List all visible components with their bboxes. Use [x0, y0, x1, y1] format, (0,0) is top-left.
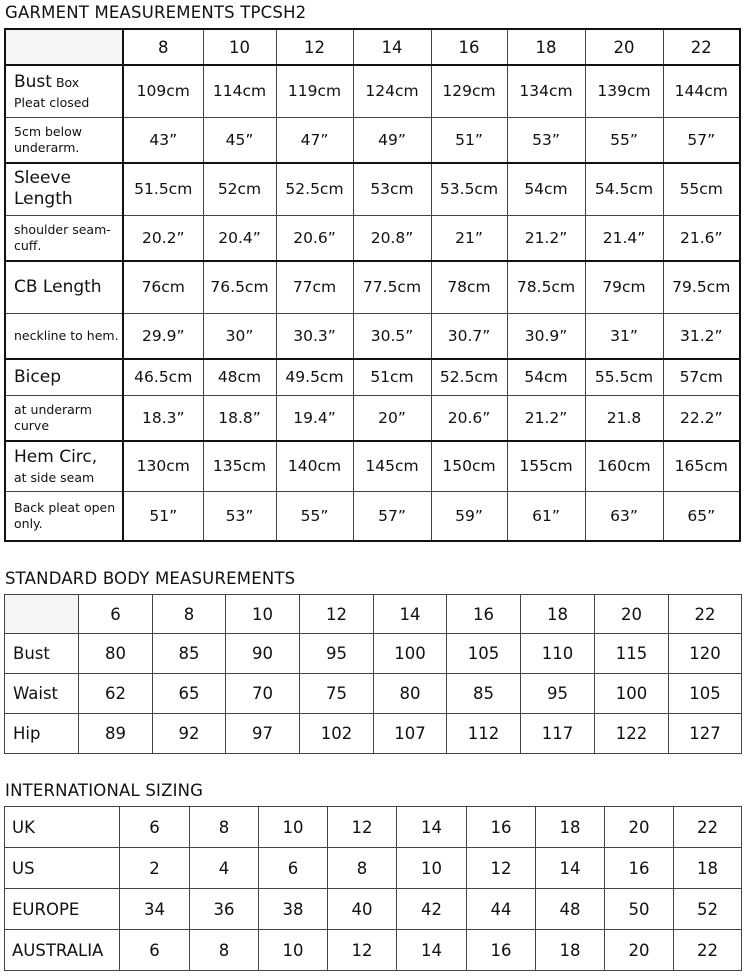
intl-value-cell: 14 [397, 930, 467, 971]
intl-value-cell: 40 [328, 889, 397, 930]
garment-imperial-cell: 57” [353, 491, 431, 541]
garment-value-cell: 140cm [276, 441, 353, 491]
international-sizing-title: INTERNATIONAL SIZING [5, 781, 204, 800]
garment-value-cell: 48cm [203, 359, 276, 395]
body-value-cell: 85 [153, 634, 226, 674]
body-corner-cell [5, 595, 79, 634]
intl-value-cell: 50 [605, 889, 674, 930]
garment-imperial-cell: 30.9” [507, 313, 585, 359]
intl-value-cell: 12 [467, 848, 536, 889]
garment-measurements-table [4, 28, 741, 542]
body-row-label: Hip [5, 714, 79, 754]
garment-row-label-main: Hem Circ, [14, 446, 98, 467]
garment-imperial-cell: 59” [431, 491, 507, 541]
intl-value-cell: 16 [467, 930, 536, 971]
garment-row-label-line2: at side seam [14, 469, 95, 485]
intl-value-cell: 42 [397, 889, 467, 930]
garment-value-cell: 78cm [431, 261, 507, 313]
garment-imperial-cell: 53” [203, 491, 276, 541]
body-row-label: Bust [5, 634, 79, 674]
garment-imperial-cell: 47” [276, 117, 353, 163]
garment-value-cell: 77.5cm [353, 261, 431, 313]
garment-row-label-main: CB Length [14, 276, 102, 297]
garment-imperial-row [5, 117, 740, 163]
intl-value-cell: 10 [397, 848, 467, 889]
garment-value-cell: 139cm [585, 65, 663, 117]
garment-value-cell: 114cm [203, 65, 276, 117]
intl-value-cell: 52 [674, 889, 742, 930]
garment-imperial-cell: 21.4” [585, 215, 663, 261]
garment-value-cell: 51cm [353, 359, 431, 395]
garment-value-cell: 160cm [585, 441, 663, 491]
intl-value-cell: 22 [674, 930, 742, 971]
intl-row-label: EUROPE [5, 889, 120, 930]
garment-imperial-cell: 20.8” [353, 215, 431, 261]
garment-row-label-suffix: Box [51, 74, 80, 90]
garment-imperial-cell: 20.4” [203, 215, 276, 261]
body-value-cell: 80 [79, 634, 153, 674]
garment-size-header: 12 [276, 29, 353, 65]
international-sizing-table [4, 806, 742, 971]
garment-imperial-cell: 57” [663, 117, 740, 163]
intl-value-cell: 14 [397, 807, 467, 848]
garment-imperial-cell: 65” [663, 491, 740, 541]
intl-value-cell: 16 [605, 848, 674, 889]
body-value-cell: 110 [521, 634, 595, 674]
body-value-cell: 107 [374, 714, 447, 754]
garment-value-cell: 150cm [431, 441, 507, 491]
intl-value-cell: 8 [328, 848, 397, 889]
garment-row-label-main: Bust [14, 71, 52, 92]
garment-size-header: 22 [663, 29, 740, 65]
intl-value-cell: 16 [467, 807, 536, 848]
garment-value-cell: 54cm [507, 359, 585, 395]
garment-row-label [5, 261, 123, 313]
garment-imperial-cell: 20.2” [123, 215, 203, 261]
garment-imperial-cell: 21.8 [585, 395, 663, 441]
body-value-cell: 115 [595, 634, 669, 674]
garment-row [5, 441, 740, 491]
garment-size-header-row [5, 29, 740, 65]
garment-row [5, 359, 740, 395]
garment-value-cell: 165cm [663, 441, 740, 491]
garment-imperial-cell: 20.6” [276, 215, 353, 261]
garment-row-label-main: Sleeve Length [14, 168, 73, 210]
intl-value-cell: 14 [536, 848, 605, 889]
garment-value-cell: 129cm [431, 65, 507, 117]
body-value-cell: 97 [226, 714, 300, 754]
garment-value-cell: 52cm [203, 163, 276, 215]
garment-value-cell: 52.5cm [431, 359, 507, 395]
garment-imperial-cell: 21” [431, 215, 507, 261]
intl-value-cell: 12 [328, 930, 397, 971]
garment-row-label [5, 163, 123, 215]
garment-imperial-cell: 18.8” [203, 395, 276, 441]
garment-value-cell: 76.5cm [203, 261, 276, 313]
garment-value-cell: 55.5cm [585, 359, 663, 395]
body-size-header: 18 [521, 595, 595, 634]
body-value-cell: 102 [300, 714, 374, 754]
body-measurements-table [4, 594, 742, 754]
intl-value-cell: 8 [190, 807, 259, 848]
garment-value-cell: 144cm [663, 65, 740, 117]
intl-row-label: UK [5, 807, 120, 848]
garment-imperial-cell: 53” [507, 117, 585, 163]
garment-value-cell: 119cm [276, 65, 353, 117]
garment-value-cell: 49.5cm [276, 359, 353, 395]
garment-imperial-cell: 51” [431, 117, 507, 163]
garment-imperial-cell: 55” [276, 491, 353, 541]
garment-value-cell: 134cm [507, 65, 585, 117]
garment-value-cell: 124cm [353, 65, 431, 117]
garment-value-cell: 53cm [353, 163, 431, 215]
intl-value-cell: 38 [259, 889, 328, 930]
garment-value-cell: 135cm [203, 441, 276, 491]
body-value-cell: 80 [374, 674, 447, 714]
garment-imperial-cell: 45” [203, 117, 276, 163]
intl-value-cell: 18 [536, 807, 605, 848]
garment-size-header: 20 [585, 29, 663, 65]
garment-imperial-row [5, 395, 740, 441]
garment-size-header: 16 [431, 29, 507, 65]
body-row [5, 634, 742, 674]
intl-value-cell: 20 [605, 930, 674, 971]
body-row-label: Waist [5, 674, 79, 714]
intl-value-cell: 8 [190, 930, 259, 971]
body-size-header: 20 [595, 595, 669, 634]
garment-value-cell: 51.5cm [123, 163, 203, 215]
intl-value-cell: 10 [259, 807, 328, 848]
garment-value-cell: 77cm [276, 261, 353, 313]
garment-value-cell: 54cm [507, 163, 585, 215]
body-value-cell: 62 [79, 674, 153, 714]
garment-imperial-cell: 63” [585, 491, 663, 541]
garment-imperial-row [5, 491, 740, 541]
body-size-header: 14 [374, 595, 447, 634]
body-size-header: 6 [79, 595, 153, 634]
garment-row-label-line2: Pleat closed [14, 94, 90, 110]
garment-value-cell: 79cm [585, 261, 663, 313]
body-value-cell: 120 [669, 634, 742, 674]
garment-imperial-row [5, 313, 740, 359]
garment-imperial-cell: 21.6” [663, 215, 740, 261]
garment-value-cell: 78.5cm [507, 261, 585, 313]
garment-imperial-cell: 20” [353, 395, 431, 441]
garment-imperial-cell: 21.2” [507, 395, 585, 441]
garment-imperial-cell: 29.9” [123, 313, 203, 359]
garment-imperial-cell: 31” [585, 313, 663, 359]
intl-value-cell: 6 [120, 930, 190, 971]
intl-value-cell: 48 [536, 889, 605, 930]
intl-row-label: US [5, 848, 120, 889]
garment-imperial-cell: 30.3” [276, 313, 353, 359]
intl-value-cell: 44 [467, 889, 536, 930]
garment-imperial-cell: 43” [123, 117, 203, 163]
garment-row [5, 163, 740, 215]
garment-imperial-label: 5cm below underarm. [5, 117, 123, 163]
body-value-cell: 122 [595, 714, 669, 754]
garment-row [5, 65, 740, 117]
intl-value-cell: 34 [120, 889, 190, 930]
garment-imperial-cell: 31.2” [663, 313, 740, 359]
garment-imperial-cell: 61” [507, 491, 585, 541]
intl-value-cell: 18 [536, 930, 605, 971]
body-row [5, 674, 742, 714]
garment-imperial-cell: 30.7” [431, 313, 507, 359]
garment-imperial-cell: 30.5” [353, 313, 431, 359]
intl-value-cell: 36 [190, 889, 259, 930]
garment-imperial-cell: 19.4” [276, 395, 353, 441]
body-size-header-row [5, 595, 742, 634]
intl-value-cell: 2 [120, 848, 190, 889]
garment-imperial-cell: 51” [123, 491, 203, 541]
body-value-cell: 127 [669, 714, 742, 754]
garment-size-header: 8 [123, 29, 203, 65]
body-value-cell: 117 [521, 714, 595, 754]
garment-size-header: 18 [507, 29, 585, 65]
garment-imperial-cell: 22.2” [663, 395, 740, 441]
garment-value-cell: 145cm [353, 441, 431, 491]
garment-imperial-row [5, 215, 740, 261]
body-value-cell: 105 [447, 634, 521, 674]
body-size-header: 10 [226, 595, 300, 634]
body-row [5, 714, 742, 754]
body-value-cell: 100 [374, 634, 447, 674]
intl-value-cell: 22 [674, 807, 742, 848]
body-size-header: 22 [669, 595, 742, 634]
body-value-cell: 95 [300, 634, 374, 674]
intl-value-cell: 12 [328, 807, 397, 848]
garment-value-cell: 52.5cm [276, 163, 353, 215]
garment-imperial-cell: 20.6” [431, 395, 507, 441]
garment-imperial-label: at underarm curve [5, 395, 123, 441]
garment-value-cell: 55cm [663, 163, 740, 215]
body-value-cell: 100 [595, 674, 669, 714]
garment-imperial-label: shoulder seam- cuff. [5, 215, 123, 261]
garment-value-cell: 46.5cm [123, 359, 203, 395]
garment-size-header: 10 [203, 29, 276, 65]
garment-value-cell: 79.5cm [663, 261, 740, 313]
garment-imperial-cell: 55” [585, 117, 663, 163]
garment-value-cell: 76cm [123, 261, 203, 313]
body-value-cell: 105 [669, 674, 742, 714]
body-value-cell: 95 [521, 674, 595, 714]
intl-value-cell: 4 [190, 848, 259, 889]
garment-imperial-cell: 18.3” [123, 395, 203, 441]
intl-value-cell: 10 [259, 930, 328, 971]
garment-row-label-main: Bicep [14, 366, 61, 387]
garment-value-cell: 155cm [507, 441, 585, 491]
garment-imperial-cell: 21.2” [507, 215, 585, 261]
body-value-cell: 90 [226, 634, 300, 674]
garment-row-label [5, 441, 123, 491]
garment-value-cell: 109cm [123, 65, 203, 117]
intl-row [5, 889, 742, 930]
body-value-cell: 70 [226, 674, 300, 714]
body-size-header: 16 [447, 595, 521, 634]
garment-imperial-cell: 30” [203, 313, 276, 359]
body-measurements-title: STANDARD BODY MEASUREMENTS [5, 569, 296, 588]
intl-value-cell: 20 [605, 807, 674, 848]
body-size-header: 12 [300, 595, 374, 634]
intl-value-cell: 18 [674, 848, 742, 889]
garment-imperial-cell: 49” [353, 117, 431, 163]
garment-measurements-title: GARMENT MEASUREMENTS TPCSH2 [5, 3, 307, 22]
body-size-header: 8 [153, 595, 226, 634]
garment-corner-cell [5, 29, 123, 65]
intl-row [5, 807, 742, 848]
garment-row-label [5, 65, 123, 117]
garment-size-header: 14 [353, 29, 431, 65]
intl-row [5, 930, 742, 971]
garment-imperial-label: Back pleat open only. [5, 491, 123, 541]
garment-row [5, 261, 740, 313]
garment-value-cell: 53.5cm [431, 163, 507, 215]
body-value-cell: 89 [79, 714, 153, 754]
body-value-cell: 92 [153, 714, 226, 754]
body-value-cell: 65 [153, 674, 226, 714]
garment-value-cell: 57cm [663, 359, 740, 395]
intl-value-cell: 6 [259, 848, 328, 889]
intl-row [5, 848, 742, 889]
body-value-cell: 85 [447, 674, 521, 714]
garment-row-label [5, 359, 123, 395]
body-value-cell: 112 [447, 714, 521, 754]
intl-value-cell: 6 [120, 807, 190, 848]
intl-row-label: AUSTRALIA [5, 930, 120, 971]
garment-value-cell: 130cm [123, 441, 203, 491]
garment-value-cell: 54.5cm [585, 163, 663, 215]
body-value-cell: 75 [300, 674, 374, 714]
garment-imperial-label: neckline to hem. [5, 313, 123, 359]
